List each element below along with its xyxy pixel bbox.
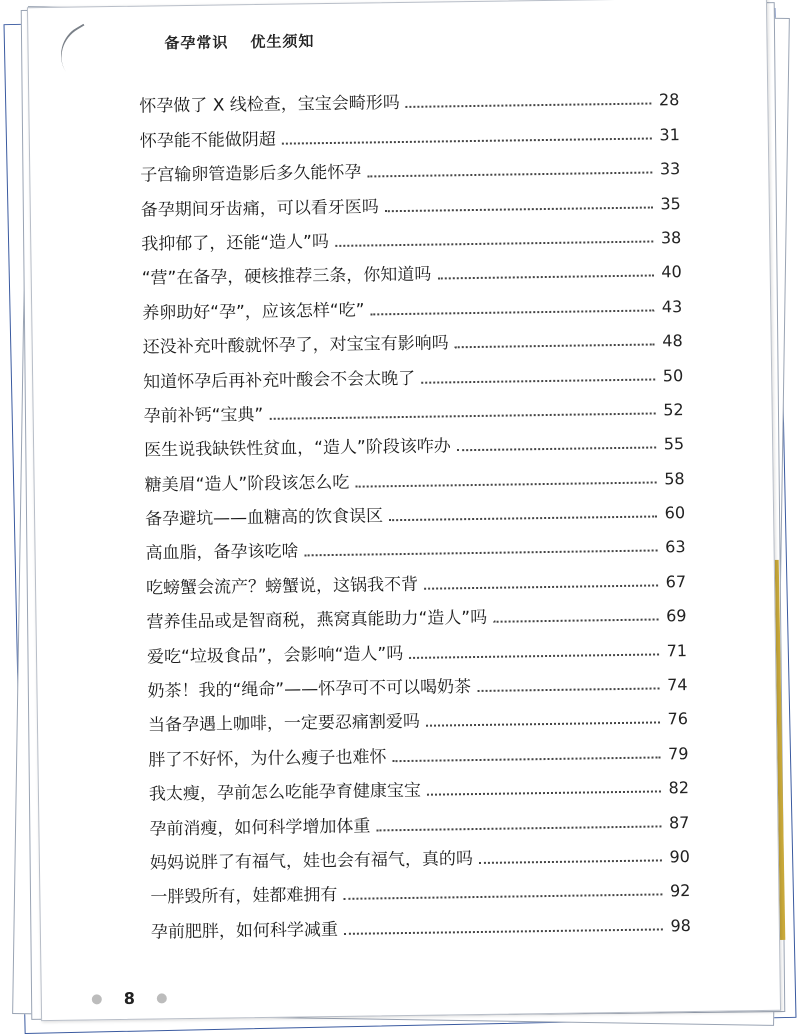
toc-entry-title: 备孕避坑——血糖高的饮食误区 (144, 506, 384, 530)
toc-entry-page: 87 (668, 812, 690, 832)
dot-leader (493, 619, 658, 623)
toc-entry-title: 孕前消瘦，如何科学增加体重 (149, 816, 371, 840)
toc-entry-page: 74 (666, 675, 688, 695)
toc-entry-title: 爱吃“垃圾食品”，会影响“造人”吗 (146, 643, 404, 668)
toc-entry-page: 76 (667, 709, 689, 729)
toc-entry-title: 一胖毁所有，娃都难拥有 (150, 885, 338, 908)
page-footer (92, 988, 167, 1008)
header-subtitle: 优生须知 (250, 32, 315, 52)
page-curl (49, 24, 100, 72)
footer-dot (157, 993, 167, 1003)
toc-entry-page: 79 (667, 743, 689, 764)
dot-leader (427, 791, 661, 796)
dot-leader (389, 516, 657, 522)
dot-leader (477, 687, 659, 692)
toc-entry-page: 55 (663, 434, 685, 454)
toc-entry-title: 孕前补钙“宝典” (143, 404, 264, 427)
footer-dot (92, 994, 102, 1004)
toc-entry-title: 怀孕做了 X 线检查，宝宝会畸形吗 (139, 93, 400, 118)
toc-entry-title: “营”在备孕，硬核推荐三条，你知道吗 (141, 264, 432, 289)
dot-leader (269, 412, 655, 419)
toc-entry-page: 31 (659, 124, 680, 145)
toc-entry-title: 养卵助好“孕”，应该怎样“吃” (142, 300, 365, 324)
dot-leader (376, 825, 661, 831)
toc-entry-title: 糖美眉“造人”阶段该怎么吃 (144, 472, 350, 496)
toc-entry-title: 奶茶！我的“绳命”——怀孕可不可以喝奶茶 (147, 677, 472, 702)
page-number: 8 (123, 988, 136, 1008)
dot-leader (479, 859, 662, 864)
toc-entry-page: 90 (669, 847, 691, 867)
toc-entry-page: 82 (668, 778, 690, 798)
dot-leader (426, 722, 660, 727)
toc-entry-page: 50 (662, 365, 684, 385)
toc-entry-page: 48 (662, 331, 683, 351)
dot-leader (409, 653, 659, 658)
toc-entry-page: 33 (659, 159, 681, 179)
toc-entry-title: 我抑郁了，还能“造人”吗 (141, 231, 330, 255)
toc-entry-title: 子宫输卵管造影后多久能怀孕 (140, 162, 362, 186)
toc-entry-page: 71 (666, 640, 688, 660)
toc-entry-title: 吃螃蟹会流产？螃蟹说，这锅我不背 (145, 574, 419, 599)
toc-entry-page: 63 (665, 537, 686, 557)
toc-entry-page: 43 (661, 296, 683, 317)
dot-leader (305, 550, 658, 557)
toc-entry-title: 孕前肥胖，如何科学减重 (150, 919, 339, 943)
dot-leader (344, 928, 663, 934)
dot-leader (457, 447, 656, 452)
toc-entry-page: 35 (660, 193, 681, 213)
toc-entry-page: 40 (661, 262, 682, 282)
toc-entry-title: 营养佳品或是智商税，燕窝真能助力“造人”吗 (146, 608, 488, 633)
dot-leader (282, 137, 652, 144)
toc-entry-title: 当备孕遇上咖啡，一定要忍痛割爱吗 (147, 712, 421, 737)
dot-leader (335, 240, 653, 246)
toc-entry-page: 98 (670, 915, 691, 936)
toc-entry-page: 69 (666, 606, 687, 626)
toc-entry-title: 医生说我缺铁性贫血，“造人”阶段该咋办 (144, 436, 451, 461)
dot-leader (367, 172, 652, 178)
toc-entry-title: 妈妈说胖了有福气，娃也会有福气，真的吗 (149, 849, 474, 874)
dot-leader (355, 481, 656, 487)
toc-entry-page: 67 (665, 571, 687, 592)
running-header (164, 30, 336, 53)
toc-entry-page: 60 (664, 503, 686, 523)
toc-entry-page: 58 (664, 468, 685, 489)
dot-leader (421, 378, 655, 383)
dot-leader (424, 584, 658, 589)
dot-leader (455, 344, 655, 349)
toc-entry (151, 904, 691, 946)
header-series: 备孕常识 (164, 33, 229, 53)
toc-entry-title: 高血脂，备孕该吃啥 (145, 541, 299, 565)
toc-entry-title: 我太瘦，孕前怎么吃能孕育健康宝宝 (148, 780, 422, 805)
toc-entry-page: 92 (669, 881, 691, 901)
toc-entry-title: 备孕期间牙齿痛，可以看牙医吗 (140, 196, 379, 221)
dot-leader (343, 894, 662, 900)
dot-leader (406, 103, 652, 108)
toc-entry-title: 怀孕能不能做阴超 (139, 129, 276, 152)
table-of-contents (139, 79, 691, 946)
dot-leader (370, 309, 654, 315)
dot-leader (385, 206, 653, 212)
toc-entry-title: 还没补充叶酸就怀孕了，对宝宝有影响吗 (142, 333, 449, 358)
toc-entry-title: 知道怀孕后再补充叶酸会不会太晚了 (143, 368, 416, 393)
toc-entry-page: 52 (663, 399, 684, 420)
dot-leader (393, 756, 661, 762)
toc-entry-title: 胖了不好怀，为什么瘦子也难怀 (148, 747, 387, 771)
toc-entry-page: 38 (660, 228, 682, 248)
book-page (27, 0, 781, 1021)
dot-leader (437, 275, 653, 280)
toc-entry-page: 28 (658, 90, 680, 110)
